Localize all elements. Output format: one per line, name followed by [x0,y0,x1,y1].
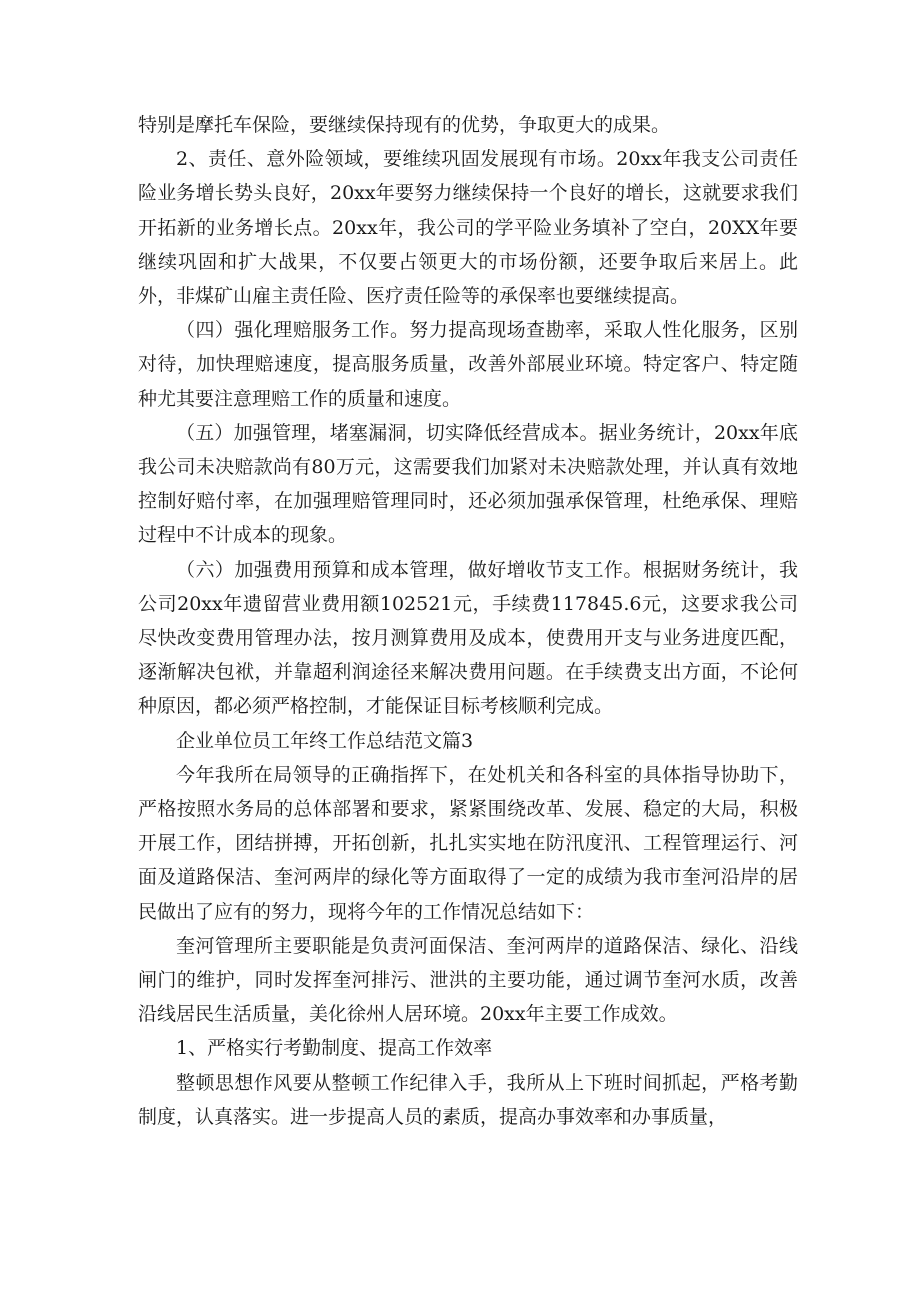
subheading-attendance: 1、严格实行考勤制度、提高工作效率 [176,1037,493,1060]
document-body [138,108,798,1134]
paragraph-intro: 今年我所在局领导的正确指挥下，在处机关和各科室的具体指导协助下，严格按照水务局的总体部署和要求，紧紧围绕改革、发展、稳定的大局，积极开展工作，团结拼搏，开拓创新，扎扎实实地在防汛度汛、工程管理运行、河面及道路保洁、奎河两岸的绿化等方面取得了一定的成绩为我市奎河沿岸的居民做出了应有的努力，现将今年的工作情况总结如下： [138,763,798,923]
paragraph-continuation: 特别是摩托车保险，要继续保持现有的优势，争取更大的成果。 [138,114,671,136]
paragraph-liability-insurance: 2、责任、意外险领域，要维续巩固发展现有市场。20xx年我支公司责任险业务增长势头良好，20xx年要努力继续保持一个良好的增长，这就要求我们开拓新的业务增长点。20xx年，我公司的学平险业务填补了空白，20XX年要继续巩固和扩大战果，不仅要占领更大的市场份额，还要争取后来居上。此外，非煤矿山雇主责任险、医疗责任险等的承保率也要继续提高。 [138,148,798,308]
paragraph-cost-management: （五）加强管理，堵塞漏洞，切实降低经营成本。据业务统计，20xx年底我公司未决赔款尚有80万元，这需要我们加紧对未决赔款处理，并认真有效地控制好赔付率，在加强理赔管理同时，还必须加强承保管理，杜绝承保、理赔过程中不计成本的现象。 [138,421,798,547]
paragraph-discipline: 整顿思想作风要从整顿工作纪律入手，我所从上下班时间抓起，严格考勤制度，认真落实。进一步提高人员的素质，提高办事效率和办事质量， [138,1071,798,1128]
paragraph-expense-budget: （六）加强费用预算和成本管理，做好增收节支工作。根据财务统计，我公司20xx年遗留营业费用额102521元，手续费117845.6元，这要求我公司尽快改变费用管理办法，按月测算费用及成本，使费用开支与业务进度匹配，逐渐解决包袱，并靠超利润途径来解决费用问题。在手续费支出方面，不论何种原因，都必须严格控制，才能保证目标考核顺利完成。 [138,558,798,718]
paragraph-main-functions: 奎河管理所主要职能是负责河面保洁、奎河两岸的道路保洁、绿化、沿线闸门的维护，同时发挥奎河排污、泄洪的主要功能，通过调节奎河水质，改善沿线居民生活质量，美化徐州人居环境。20xx年主要工作成效。 [138,934,798,1026]
paragraph-claims-service: （四）强化理赔服务工作。努力提高现场查勘率，采取人性化服务，区别对待，加快理赔速度，提高服务质量，改善外部展业环境。特定客户、特定随种尤其要注意理赔工作的质量和速度。 [138,319,798,410]
section-heading: 企业单位员工年终工作总结范文篇3 [176,729,474,752]
